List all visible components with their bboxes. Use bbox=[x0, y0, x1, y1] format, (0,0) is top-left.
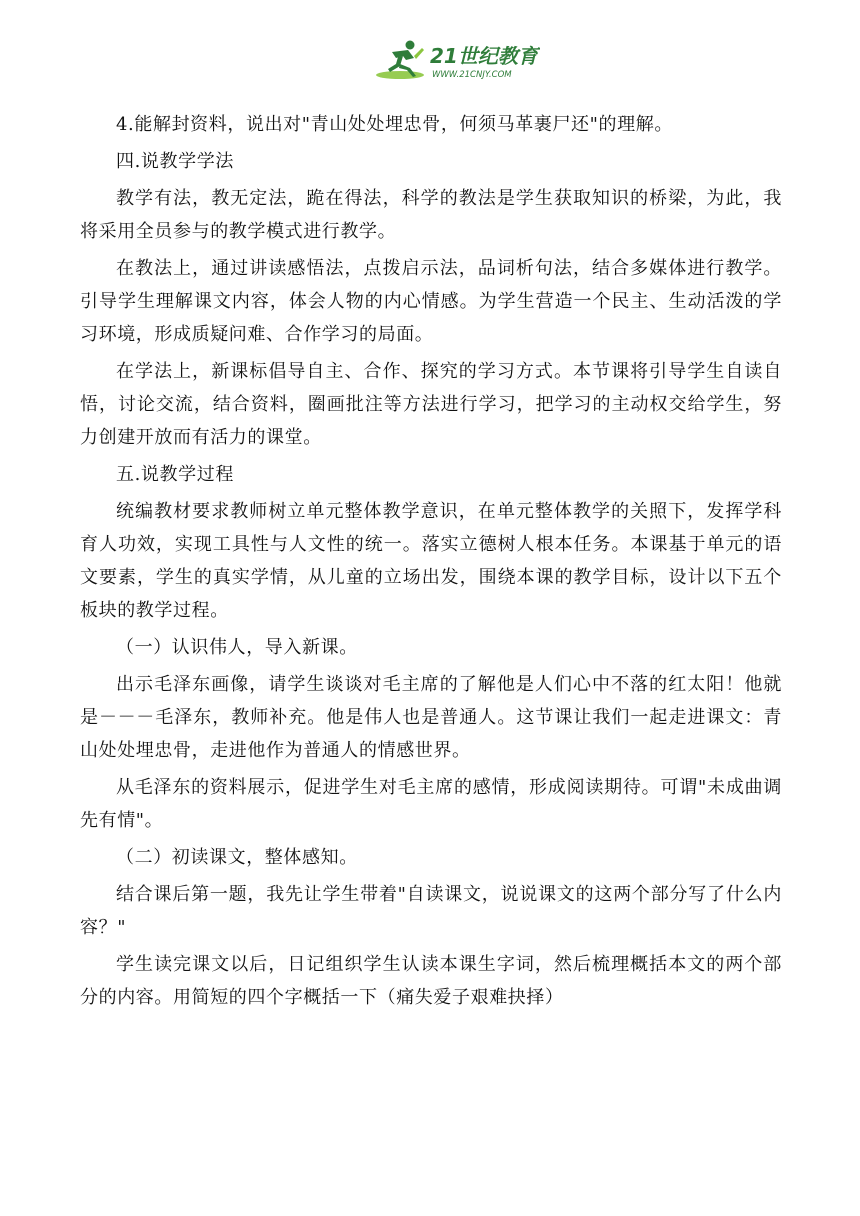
section-heading-process: 五.说教学过程 bbox=[116, 464, 234, 485]
document-body bbox=[80, 108, 782, 1018]
page-header bbox=[0, 36, 860, 86]
objective-item-4: 4.能解封资料，说出对"青山处处埋忠骨，何须马革裹尸还"的理解。 bbox=[116, 114, 673, 135]
paragraph-teaching-principle: 教学有法，教无定法，跪在得法，科学的教法是学生获取知识的桥梁，为此，我将采用全员参与的教学模式进行教学。 bbox=[80, 188, 782, 242]
logo-url: WWW.21CNJY.COM bbox=[432, 70, 512, 80]
paragraph-step-2-task: 结合课后第一题，我先让学生带着"自读课文，说说课文的这两个部分写了什么内容？" bbox=[80, 884, 782, 938]
paragraph-step-1-detail: 出示毛泽东画像，请学生谈谈对毛主席的了解他是人们心中不落的红太阳！他就是－－－毛泽东，教师补充。他是伟人也是普通人。这节课让我们一起走进课文：青山处处埋忠骨，走进他作为普通人的情感世界。 bbox=[80, 674, 782, 761]
paragraph-process-intro: 统编教材要求教师树立单元整体教学意识，在单元整体教学的关照下，发挥学科育人功效，实现工具性与人文性的统一。落实立德树人根本任务。本课基于单元的语文要素，学生的真实学情，从儿童的立场出发，围绕本课的教学目标，设计以下五个板块的教学过程。 bbox=[80, 501, 782, 621]
runner-logo-icon bbox=[370, 36, 540, 84]
subheading-step-1: （一）认识伟人，导入新课。 bbox=[116, 637, 358, 658]
paragraph-step-1-purpose: 从毛泽东的资料展示，促进学生对毛主席的感情，形成阅读期待。可谓"未成曲调先有情"。 bbox=[80, 777, 782, 831]
paragraph-step-2-summary: 学生读完课文以后，日记组织学生认读本课生字词，然后梳理概括本文的两个部分的内容。用简短的四个字概括一下（痛失爱子艰难抉择） bbox=[80, 954, 782, 1008]
section-heading-methods: 四.说教学学法 bbox=[116, 151, 234, 172]
site-logo[interactable] bbox=[370, 36, 540, 84]
paragraph-teaching-method: 在教法上，通过讲读感悟法，点拨启示法，品词析句法，结合多媒体进行教学。引导学生理解课文内容，体会人物的内心情感。为学生营造一个民主、生动活泼的学习环境，形成质疑问难、合作学习的局面。 bbox=[80, 258, 782, 345]
logo-name: 21世纪教育 bbox=[430, 44, 538, 68]
paragraph-learning-method: 在学法上，新课标倡导自主、合作、探究的学习方式。本节课将引导学生自读自悟，讨论交流，结合资料，圈画批注等方法进行学习，把学习的主动权交给学生，努力创建开放而有活力的课堂。 bbox=[80, 361, 782, 448]
subheading-step-2: （二）初读课文，整体感知。 bbox=[116, 847, 358, 868]
